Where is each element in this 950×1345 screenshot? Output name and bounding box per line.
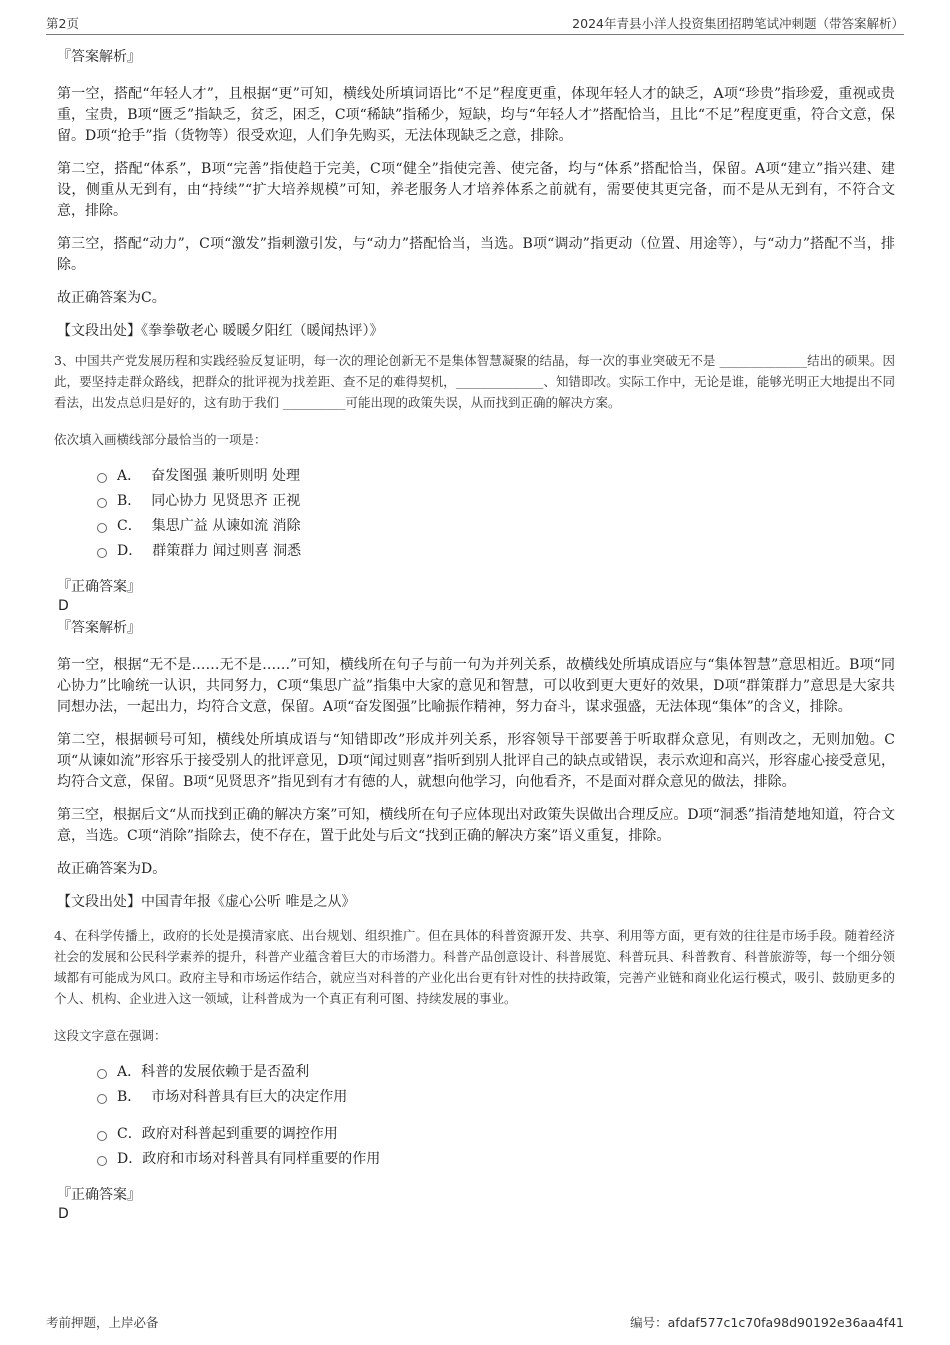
option-letter: A． bbox=[117, 1064, 142, 1080]
analysis-paragraph: 第二空，根据顿号可知，横线处所填成语与“知错即改”形成并列关系，形容领导干部要善于听取群众意见，有则改之，无则加勉。C项“从谏如流”形容乐于接受别人的批评意见，D项“闻过则喜”指听到别人批评自己的缺点或错误，表示欢迎和高兴，形容虚心接受意见，均符合文意，保留。B项“见贤思齐”指见到有才有德的人，就想向他学习，向他看齐，不是面对群众意见的做法，排除。 bbox=[57, 732, 895, 790]
option-text: 政府和市场对科普具有同样重要的作用 bbox=[142, 1151, 381, 1167]
answer-conclusion: 故正确答案为C。 bbox=[57, 290, 166, 306]
question-4-options bbox=[97, 1060, 895, 1172]
analysis-paragraph: 第一空，搭配“年轻人才”，且根据“更”可知，横线处所填词语比“不足”程度更重，体现年轻人才的缺乏，A项“珍贵”指珍爱，重视或贵重，宝贵，B项“匮乏”指缺乏，贫乏，困乏，C项“稀缺”指稀少，短缺，均与“年轻人才”搭配恰当，且比“不足”程度更重，符合文意，保留。D项“抢手”指（货物等）很受欢迎，人们争先购买，无法体现缺乏之意，排除。 bbox=[57, 86, 895, 144]
page-content bbox=[54, 44, 895, 1224]
option-letter: D． bbox=[117, 543, 143, 559]
option-letter: C． bbox=[117, 1126, 142, 1142]
analysis-paragraph: 第三空，根据后文“从而找到正确的解决方案”可知，横线所在句子应体现出对政策失误做出合理反应。D项“洞悉”指清楚地知道，符合文意，当选。C项“消除”指除去，使不存在，置于此处与后文“找到正确的解决方案”语义重复，排除。 bbox=[57, 807, 895, 844]
radio-circle-icon[interactable] bbox=[97, 1069, 107, 1079]
page-number: 第2页 bbox=[46, 16, 79, 31]
option-letter: C． bbox=[117, 518, 142, 534]
correct-answer: D bbox=[58, 598, 69, 614]
option-a[interactable] bbox=[97, 1060, 895, 1085]
footer-slogan: 考前押题，上岸必备 bbox=[46, 1315, 159, 1330]
option-b[interactable] bbox=[97, 489, 895, 514]
option-text: 同心协力 见贤思齐 正视 bbox=[151, 493, 301, 509]
option-letter: A． bbox=[117, 468, 142, 484]
option-c[interactable] bbox=[97, 514, 895, 539]
answer-conclusion: 故正确答案为D。 bbox=[57, 861, 167, 877]
question-4-stem: 4、在科学传播上，政府的长处是摸清家底、出台规划、组织推广。但在具体的科普资源开发、共享、利用等方面，更有效的往往是市场手段。随着经济社会的发展和公民科学素养的提升，科普产业蕴含着巨大的市场潜力。科普产品创意设计、科普展览、科普玩具、科普教育、科普旅游等，每一个细分领域都有可能成为风口。政府主导和市场运作结合，就应当对科普的产业化出台更有针对性的扶持政策，完善产业链和商业化运行模式，吸引、鼓励更多的个人、机构、企业进入这一领域，让科普成为一个真正有利可图、持续发展的事业。 bbox=[54, 928, 895, 1006]
question-3-prompt: 依次填入画横线部分最恰当的一项是： bbox=[54, 432, 267, 447]
radio-circle-icon[interactable] bbox=[97, 473, 107, 483]
analysis-paragraph: 第一空，根据“无不是……无不是……”可知，横线所在句子与前一句为并列关系，故横线处所填成语应与“集体智慧”意思相近。B项“同心协力”比喻统一认识，共同努力，C项“集思广益”指集中大家的意见和智慧，可以收到更大更好的效果，D项“群策群力”意思是大家共同想办法，一起出力，均符合文意，保留。A项“奋发图强”比喻振作精神，努力奋斗，谋求强盛，无法体现“集体”的含义，排除。 bbox=[57, 657, 895, 715]
document-id: 编号：afdaf577c1c70fa98d90192e36aa4f41 bbox=[630, 1315, 904, 1330]
correct-answer: D bbox=[58, 1206, 69, 1222]
option-letter: B． bbox=[117, 1089, 142, 1105]
text-source: 【文段出处】《拳拳敬老心 暖暖夕阳红（暖闻热评）》 bbox=[57, 323, 384, 339]
text-source: 【文段出处】中国青年报《虚心公听 唯是之从》 bbox=[57, 894, 356, 910]
analysis-heading: 『答案解析』 bbox=[57, 49, 141, 65]
option-d[interactable] bbox=[97, 1147, 895, 1172]
option-text: 市场对科普具有巨大的决定作用 bbox=[151, 1089, 348, 1105]
option-a[interactable] bbox=[97, 464, 895, 489]
analysis-heading: 『答案解析』 bbox=[57, 620, 141, 636]
radio-circle-icon[interactable] bbox=[97, 1156, 107, 1166]
option-text: 集思广益 从谏如流 消除 bbox=[151, 518, 301, 534]
page-header bbox=[46, 12, 904, 35]
radio-circle-icon[interactable] bbox=[97, 498, 107, 508]
question-4-prompt: 这段文字意在强调： bbox=[54, 1028, 167, 1043]
option-letter: D． bbox=[117, 1151, 143, 1167]
option-text: 政府对科普起到重要的调控作用 bbox=[141, 1126, 338, 1142]
option-text: 奋发图强 兼听则明 处理 bbox=[151, 468, 301, 484]
radio-circle-icon[interactable] bbox=[97, 523, 107, 533]
option-letter: B． bbox=[117, 493, 142, 509]
option-text: 群策群力 闻过则喜 洞悉 bbox=[152, 543, 302, 559]
radio-circle-icon[interactable] bbox=[97, 1131, 107, 1141]
question-3-stem: 3、中国共产党发展历程和实践经验反复证明，每一次的理论创新无不是集体智慧凝聚的结晶，每一次的事业突破无不是 ______________结出的硕果。因此，要坚持走群众路线，把群众的批评视为找差距、查不足的难得契机，______________、知错即改。实际工作中，无论是谁，能够光明正大地提出不同看法，出发点总归是好的，这有助于我们 __________可能出现的政策失误，从而找到正确的解决方案。 bbox=[54, 353, 895, 410]
option-c[interactable] bbox=[97, 1122, 895, 1147]
radio-circle-icon[interactable] bbox=[97, 1094, 107, 1104]
analysis-paragraph: 第三空，搭配“动力”，C项“激发”指刺激引发，与“动力”搭配恰当，当选。B项“调动”指更动（位置、用途等），与“动力”搭配不当，排除。 bbox=[57, 236, 895, 273]
question-3-options bbox=[97, 464, 895, 564]
option-b[interactable] bbox=[97, 1085, 895, 1110]
document-title: 2024年青县小洋人投资集团招聘笔试冲刺题（带答案解析） bbox=[572, 16, 904, 31]
analysis-paragraph: 第二空，搭配“体系”，B项“完善”指使趋于完美，C项“健全”指使完善、使完备，均与“体系”搭配恰当，保留。A项“建立”指兴建、建设，侧重从无到有，由“持续”“扩大培养规模”可知，养老服务人才培养体系之前就有，需要使其更完备，而不是从无到有，不符合文意，排除。 bbox=[57, 161, 895, 219]
option-d[interactable] bbox=[97, 539, 895, 564]
correct-answer-heading: 『正确答案』 bbox=[57, 579, 141, 595]
option-text: 科普的发展依赖于是否盈利 bbox=[141, 1064, 310, 1080]
radio-circle-icon[interactable] bbox=[97, 548, 107, 558]
correct-answer-heading: 『正确答案』 bbox=[57, 1187, 141, 1203]
